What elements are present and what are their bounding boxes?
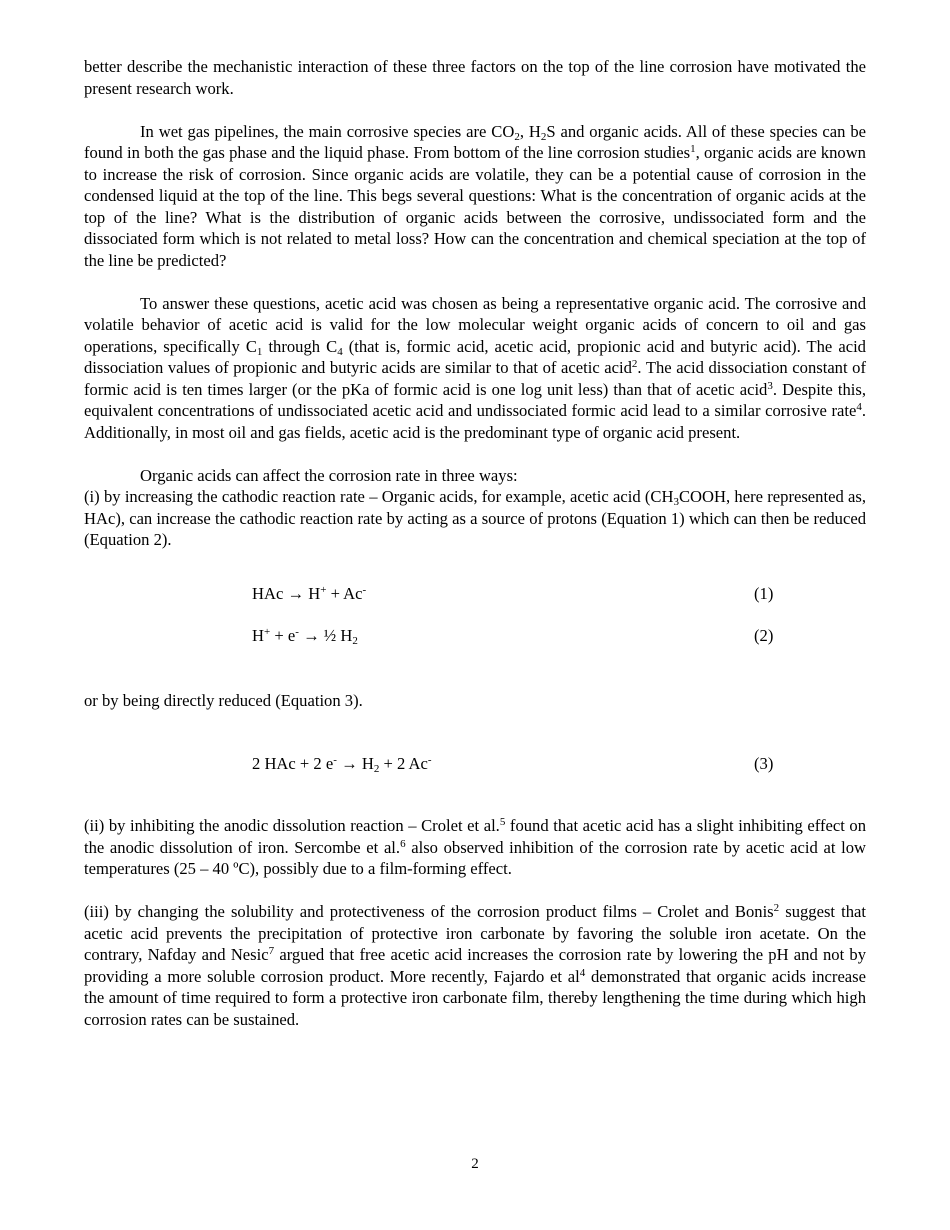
paragraph-intro: better describe the mechanistic interaction of these three factors on the top of the line corrosion have motivated the present research work. — [84, 57, 866, 98]
paragraph-anodic: (ii) by inhibiting the anodic dissolution reaction – Crolet et al.$^5$ found that acetic acid has a slight inhibiting effect on the anodic dissolution of iron. Sercombe et al.$^6$ also observed inhibition of the corrosion rate by acetic acid at low temperatures (25 – 40 ºC), possibly due to a film-forming effect. — [84, 816, 866, 878]
arrow-icon: → — [287, 583, 305, 603]
equation-2: H+ + e- → ½ $H_2$ (2) — [252, 625, 774, 647]
equation-number: (2) — [754, 625, 774, 645]
citation-ref: 6 — [400, 837, 406, 850]
equation-number: (1) — [754, 583, 774, 603]
paragraph-wet-gas: In wet gas pipelines, the main corrosive species are $CO_2$, $H_2S$ and organic acids. All of these species can be found in both the gas phase and the liquid phase. From bottom of the line corrosion studies$^1$, organic acids are known to increase the risk of corrosion. Since organic acids are volatile, they can be a potential cause of corrosion in the condensed liquid at the top of the line. This begs several questions: What is the concentration of organic acids at the top of the line? What is the distribution of organic acids between the corrosive, undissociated form and the dissociated form which is not related to metal loss? How can the concentration and chemical speciation at the top of the line be predicted? — [84, 121, 866, 270]
page-body — [84, 56, 866, 1030]
citation-ref: 4 — [856, 401, 862, 413]
page-number: 2 — [471, 1156, 479, 1172]
paragraph-directly-reduced: or by being directly reduced (Equation 3). — [84, 690, 363, 710]
citation-ref: 2 — [631, 358, 638, 370]
citation-ref: 1 — [690, 143, 696, 155]
arrow-icon: → — [303, 625, 320, 645]
paragraph-three-ways-heading: Organic acids can affect the corrosion rate in three ways: — [140, 465, 518, 485]
citation-ref: 2 — [773, 902, 780, 914]
paragraph-solubility: (iii) by changing the solubility and protectiveness of the corrosion product films – Crolet and Bonis$^2$ suggest that acetic acid prevents the precipitation of protective iron carbonate by favoring the soluble iron acetate. On the contrary, Nafday and Nesic$^7$ argued that free acetic acid increases the corrosion rate by lowering the pH and not by providing a more soluble corrosion product. More recently, Fajardo et $al^4$ demonstrated that organic acids increase the amount of time required to form a protective iron carbonate film, thereby lengthening the time during which high corrosion rates can be sustained. — [84, 902, 867, 1029]
paragraph-cathodic: (i) by increasing the cathodic reaction rate – Organic acids, for example, acetic acid ($CH_3COOH$, here represented as, HAc), can increase the cathodic reaction rate by acting as a source of protons (Equation 1) which can then be reduced (Equation 2). — [84, 487, 866, 549]
equation-number: (3) — [754, 754, 774, 773]
citation-ref: 3 — [767, 379, 773, 392]
equation-1: HAc → H+ + Ac- (1) — [252, 583, 774, 603]
paragraph-acetic-acid: To answer these questions, acetic acid was chosen as being a representative organic acid. The corrosive and volatile behavior of acetic acid is valid for the low molecular weight organic acids of concern to oil and gas operations, specifically $C_1$ through $C_4$ (that is, formic acid, acetic acid, propionic acid and butyric acid). The acid dissociation values of propionic and butyric acids are similar to that of acetic acid$^2$. The acid dissociation constant of formic acid is ten times larger (or the pKa of formic acid is one log unit less) than that of acetic acid$^3$. Despite this, equivalent concentrations of undissociated acetic acid and undissociated formic acid lead to a similar corrosive rate$^4$. Additionally, in most oil and gas fields, acetic acid is the predominant type of organic acid present. — [84, 293, 866, 442]
citation-ref: 7 — [268, 945, 275, 957]
equation-3: 2 HAc + 2 $e^- \to H_2 + 2$ Ac- (3) — [252, 754, 774, 775]
citation-ref: 5 — [499, 816, 506, 828]
arrow-icon: → — [341, 754, 358, 773]
citation-ref: 4 — [579, 966, 586, 979]
